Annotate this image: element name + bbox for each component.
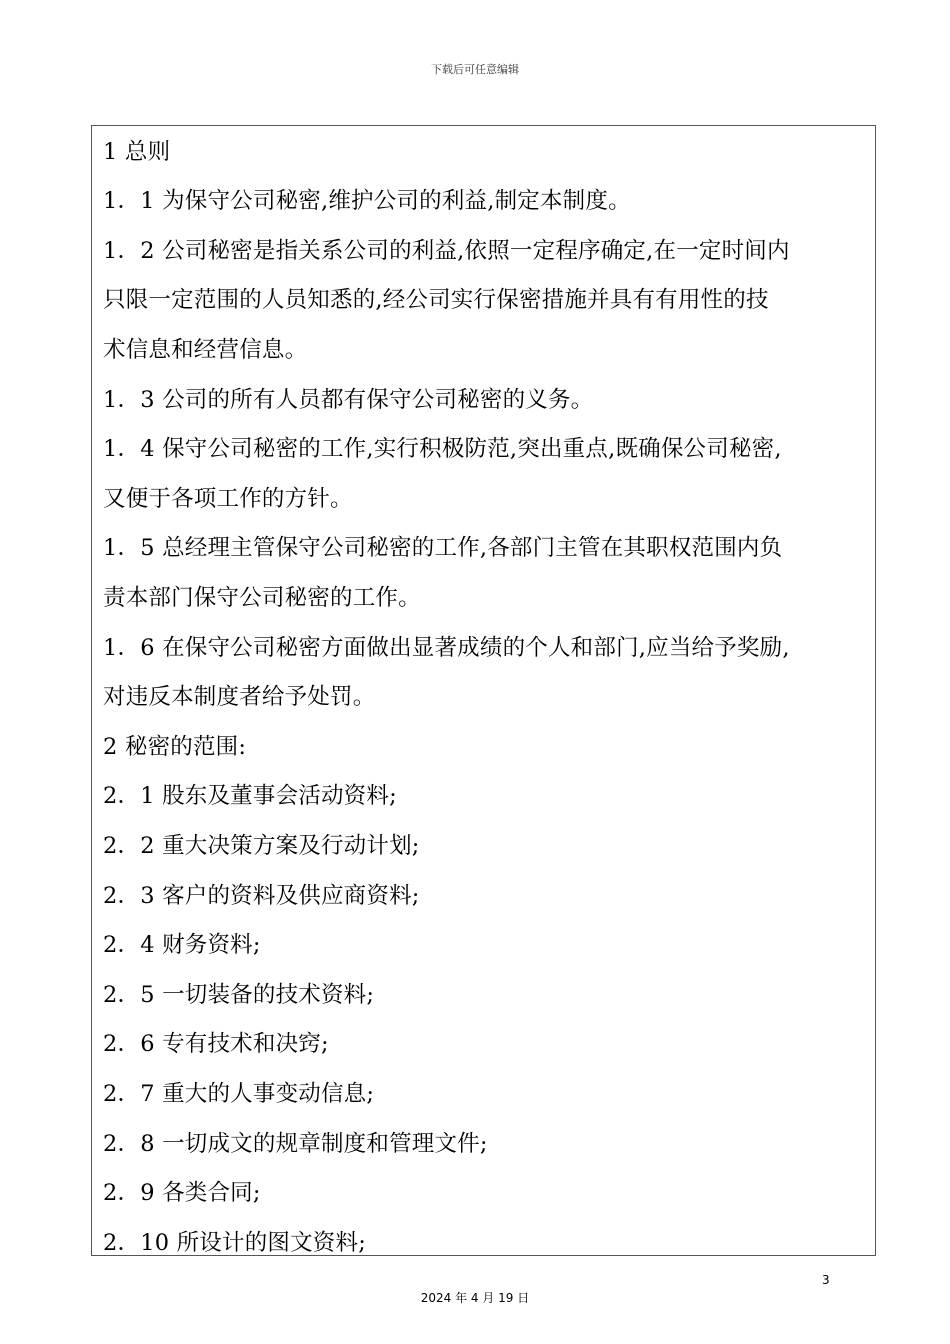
paragraph-1-5-line-1: 1．5 总经理主管保守公司秘密的工作,各部门主管在其职权范围内负 <box>103 535 783 561</box>
paragraph-1-5-line-2: 责本部门保守公司秘密的工作。 <box>103 585 421 611</box>
paragraph-1-3: 1．3 公司的所有人员都有保守公司秘密的义务。 <box>103 387 594 413</box>
list-item-2-10: 2．10 所设计的图文资料; <box>103 1230 366 1256</box>
paragraph-1-1: 1．1 为保守公司秘密,维护公司的利益,制定本制度。 <box>103 188 631 214</box>
paragraph-1-6-line-1: 1．6 在保守公司秘密方面做出显著成绩的个人和部门,应当给予奖励, <box>103 635 790 661</box>
paragraph-1-2-line-2: 只限一定范围的人员知悉的,经公司实行保密措施并具有有用性的技 <box>103 287 769 313</box>
paragraph-1-4-line-2: 又便于各项工作的方针。 <box>103 486 353 512</box>
heading-secret-scope: 2 秘密的范围: <box>103 734 247 760</box>
document-body-frame <box>91 125 876 1256</box>
list-item-2-3: 2．3 客户的资料及供应商资料; <box>103 883 420 909</box>
list-item-2-5: 2．5 一切装备的技术资料; <box>103 982 375 1008</box>
heading-general: 1 总则 <box>103 139 171 165</box>
page-header: 下载后可任意编辑 <box>431 63 519 76</box>
paragraph-1-6-line-2: 对违反本制度者给予处罚。 <box>103 684 376 710</box>
list-item-2-9: 2．9 各类合同; <box>103 1180 261 1206</box>
list-item-2-4: 2．4 财务资料; <box>103 932 261 958</box>
paragraph-1-4-line-1: 1．4 保守公司秘密的工作,实行积极防范,突出重点,既确保公司秘密, <box>103 436 782 462</box>
list-item-2-7: 2．7 重大的人事变动信息; <box>103 1081 375 1107</box>
footer-date: 2024 年 4 月 19 日 <box>420 1291 530 1305</box>
list-item-2-8: 2．8 一切成文的规章制度和管理文件; <box>103 1131 488 1157</box>
paragraph-1-2-line-3: 术信息和经营信息。 <box>103 337 308 363</box>
list-item-2-1: 2．1 股东及董事会活动资料; <box>103 783 397 809</box>
list-item-2-6: 2．6 专有技术和决窍; <box>103 1031 329 1057</box>
list-item-2-2: 2．2 重大决策方案及行动计划; <box>103 833 420 859</box>
page-number: 3 <box>822 1273 830 1287</box>
paragraph-1-2-line-1: 1．2 公司秘密是指关系公司的利益,依照一定程序确定,在一定时间内 <box>103 238 790 264</box>
